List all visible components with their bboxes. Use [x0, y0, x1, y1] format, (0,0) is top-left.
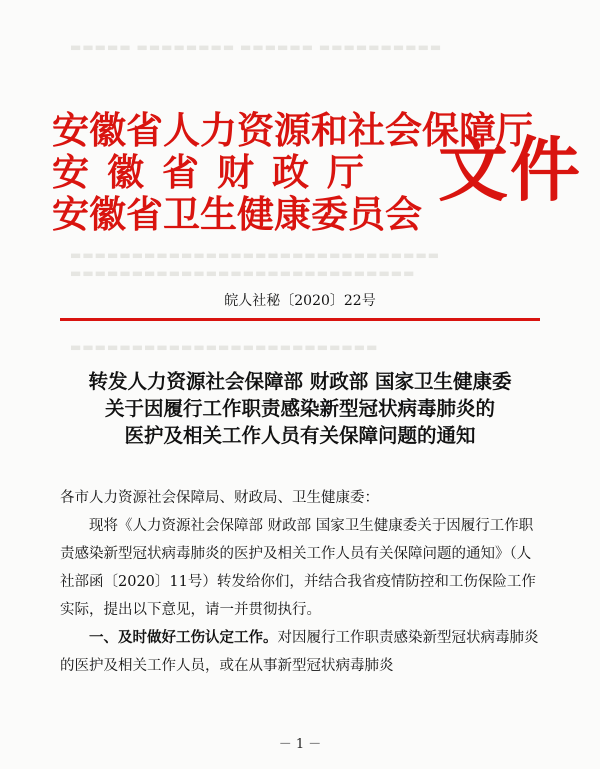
red-divider — [60, 318, 540, 321]
bleed-through: ▬▬▬▬▬▬▬▬▬▬▬▬▬▬▬▬▬▬▬▬▬▬▬▬▬ — [70, 340, 379, 354]
section-1-text: 对因履行工作职责感染新型冠状病毒肺炎的医护及相关工作人员，或在从事新型冠状病毒肺炎 — [60, 630, 539, 674]
document-type-label: 文件 — [438, 128, 582, 211]
issuer-line-2: 安徽省财政厅 — [52, 150, 382, 194]
document-body — [60, 484, 540, 680]
document-title — [0, 368, 600, 449]
issuer-line-3: 安徽省卫生健康委员会 — [52, 192, 422, 236]
bleed-through: ▬▬▬▬▬▬▬▬▬▬▬▬▬▬▬▬▬▬▬▬▬▬▬▬▬▬▬▬▬▬ — [70, 248, 441, 262]
title-line-2: 关于因履行工作职责感染新型冠状病毒肺炎的 — [104, 397, 495, 420]
title-line-1: 转发人力资源社会保障部 财政部 国家卫生健康委 — [88, 370, 512, 393]
intro-paragraph: 现将《人力资源社会保障部 财政部 国家卫生健康委关于因履行工作职责感染新型冠状病毒肺炎的医护及相关工作人员有关保障问题的通知》（人社部函〔2020〕11号）转发给你们，并结合我省疫情防控和工伤保险工作实际，提出以下意见，请一并贯彻执行。 — [60, 518, 536, 618]
page-number: － 1 － — [278, 737, 322, 752]
bleed-through: ▬▬▬▬▬ ▬▬▬▬▬▬▬▬ ▬▬▬▬▬▬ ▬▬▬▬▬▬▬▬▬▬ — [70, 40, 443, 54]
section-1-paragraph — [60, 624, 540, 680]
bleed-through: ▬▬▬▬▬▬▬▬▬▬▬▬▬▬▬▬▬▬▬▬▬▬▬▬▬▬▬▬ — [70, 266, 416, 280]
issuer-line-1: 安徽省人力资源和社会保障厅 — [52, 108, 533, 152]
addressee: 各市人力资源社会保障局、财政局、卫生健康委： — [60, 490, 379, 506]
title-line-3: 医护及相关工作人员有关保障问题的通知 — [124, 424, 476, 447]
section-1-heading: 一、及时做好工伤认定工作。 — [89, 629, 278, 646]
document-number: 皖人社秘〔2020〕22号 — [224, 293, 376, 309]
